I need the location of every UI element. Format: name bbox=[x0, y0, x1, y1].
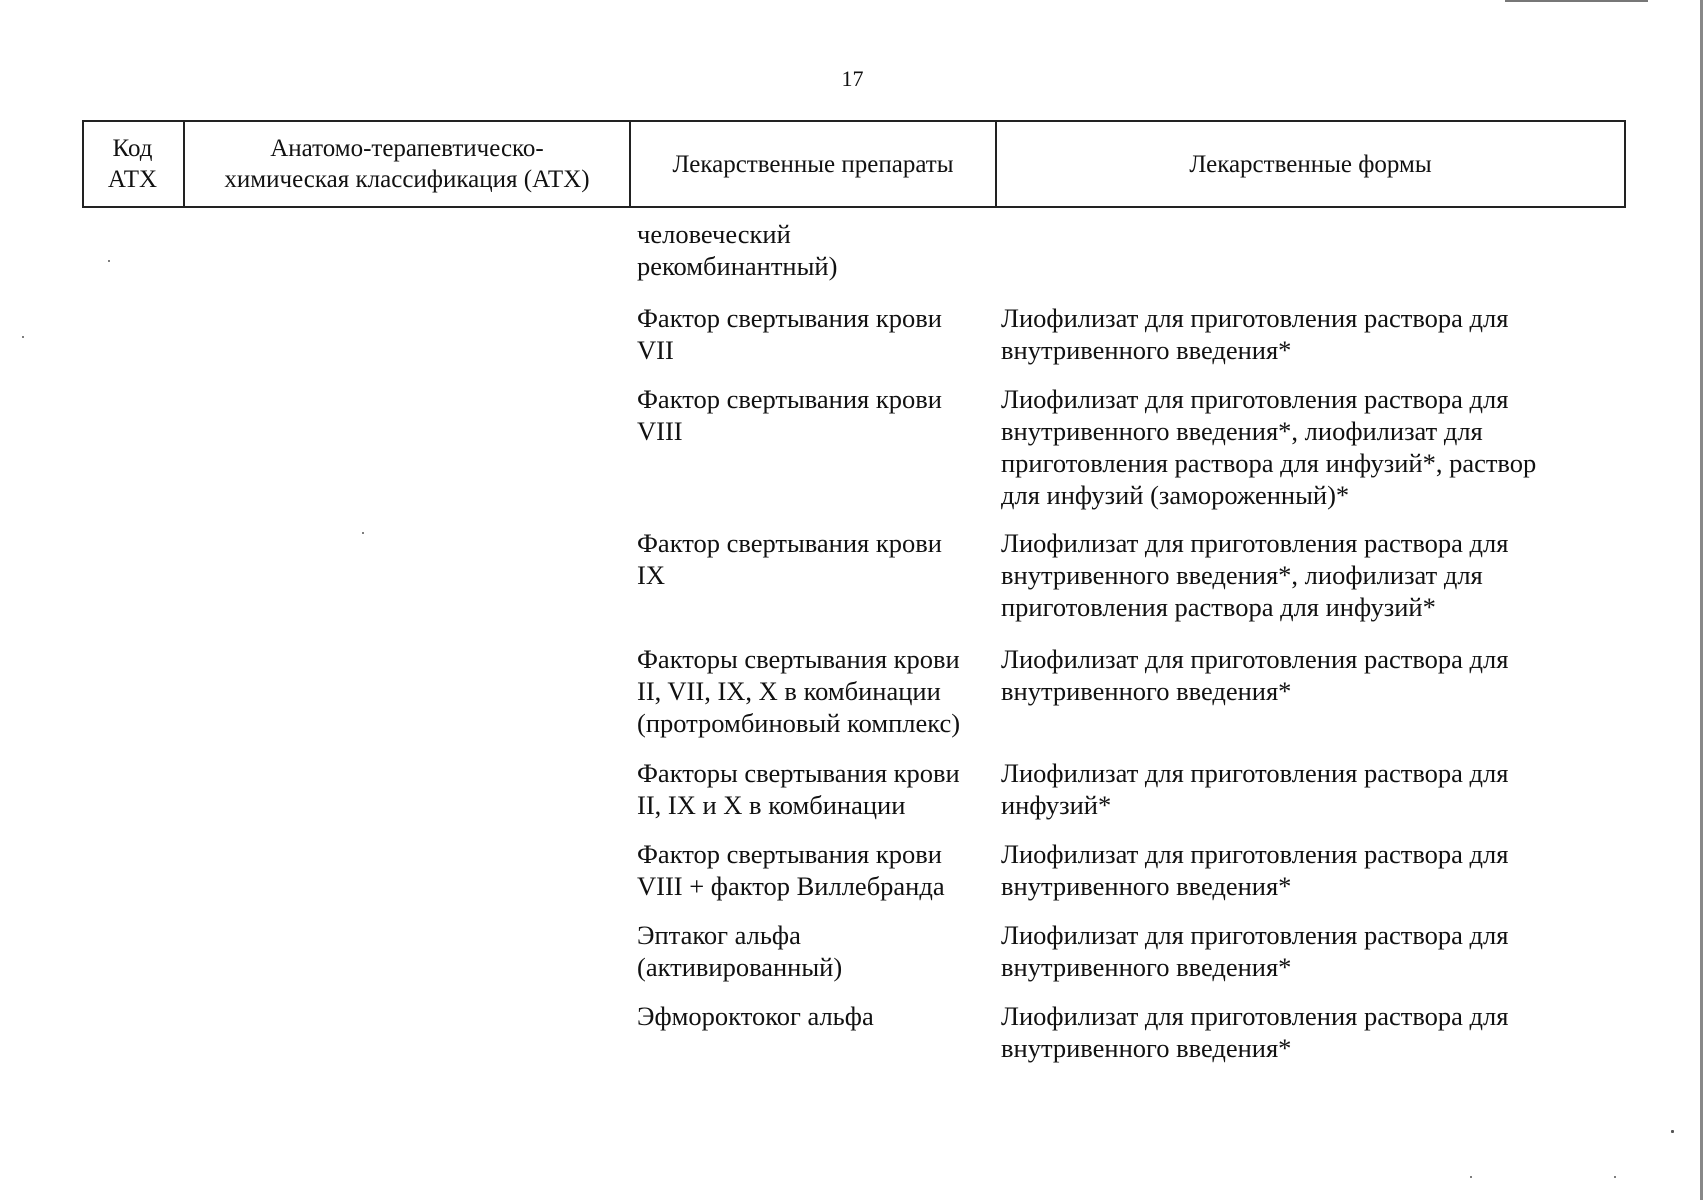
header-dosage-forms-text: Лекарственные формы bbox=[1189, 150, 1432, 178]
drug-name: Фактор свертывания крови IX bbox=[637, 528, 942, 590]
drug-name: человеческий рекомбинантный) bbox=[637, 219, 838, 281]
header-atc-classification-text: Анатомо-терапевтическо- химическая классификация (АТХ) bbox=[224, 135, 590, 193]
drug-name: Фактор свертывания крови VIII bbox=[637, 384, 942, 446]
dosage-form: Лиофилизат для приготовления раствора для внутривенного введения*, лиофилизат для приготовления раствора для инфузий* bbox=[1001, 528, 1509, 622]
dosage-form: Лиофилизат для приготовления раствора для внутривенного введения*, лиофилизат для приготовления раствора для инфузий*, раствор для инфузий (замороженный)* bbox=[1001, 384, 1537, 510]
scan-speck bbox=[22, 336, 24, 338]
dosage-form: Лиофилизат для приготовления раствора для инфузий* bbox=[1001, 758, 1509, 820]
scan-speck bbox=[1614, 1176, 1616, 1178]
drug-name: Факторы свертывания крови II, IX и X в комбинации bbox=[637, 758, 960, 820]
scan-speck bbox=[108, 260, 110, 262]
drug-name: Эфмороктоког альфа bbox=[637, 1001, 874, 1031]
header-medicinal-products bbox=[631, 120, 997, 208]
scan-speck bbox=[362, 532, 364, 534]
scan-edge-artifact bbox=[1700, 0, 1703, 1200]
page-number: 17 bbox=[841, 66, 864, 91]
dosage-form: Лиофилизат для приготовления раствора для внутривенного введения* bbox=[1001, 920, 1509, 982]
header-medicinal-products-text: Лекарственные препараты bbox=[672, 150, 954, 178]
dosage-form: Лиофилизат для приготовления раствора для внутривенного введения* bbox=[1001, 303, 1509, 365]
scan-speck bbox=[1470, 1176, 1472, 1178]
scan-edge-artifact bbox=[1505, 0, 1648, 2]
drug-name: Эптаког альфа (активированный) bbox=[637, 920, 843, 982]
header-atc-code bbox=[82, 120, 185, 208]
drug-name: Факторы свертывания крови II, VII, IX, X в комбинации (протромбиновый комплекс) bbox=[637, 644, 961, 738]
drug-name: Фактор свертывания крови VII bbox=[637, 303, 942, 365]
scan-speck bbox=[1671, 1130, 1674, 1133]
header-atc-classification bbox=[185, 120, 631, 208]
dosage-form: Лиофилизат для приготовления раствора для внутривенного введения* bbox=[1001, 644, 1509, 706]
dosage-form: Лиофилизат для приготовления раствора для внутривенного введения* bbox=[1001, 839, 1509, 901]
header-dosage-forms bbox=[997, 120, 1624, 208]
header-atc-code-text: Код АТХ bbox=[107, 135, 158, 193]
dosage-form: Лиофилизат для приготовления раствора для внутривенного введения* bbox=[1001, 1001, 1509, 1063]
drug-name: Фактор свертывания крови VIII + фактор Виллебранда bbox=[637, 839, 945, 901]
